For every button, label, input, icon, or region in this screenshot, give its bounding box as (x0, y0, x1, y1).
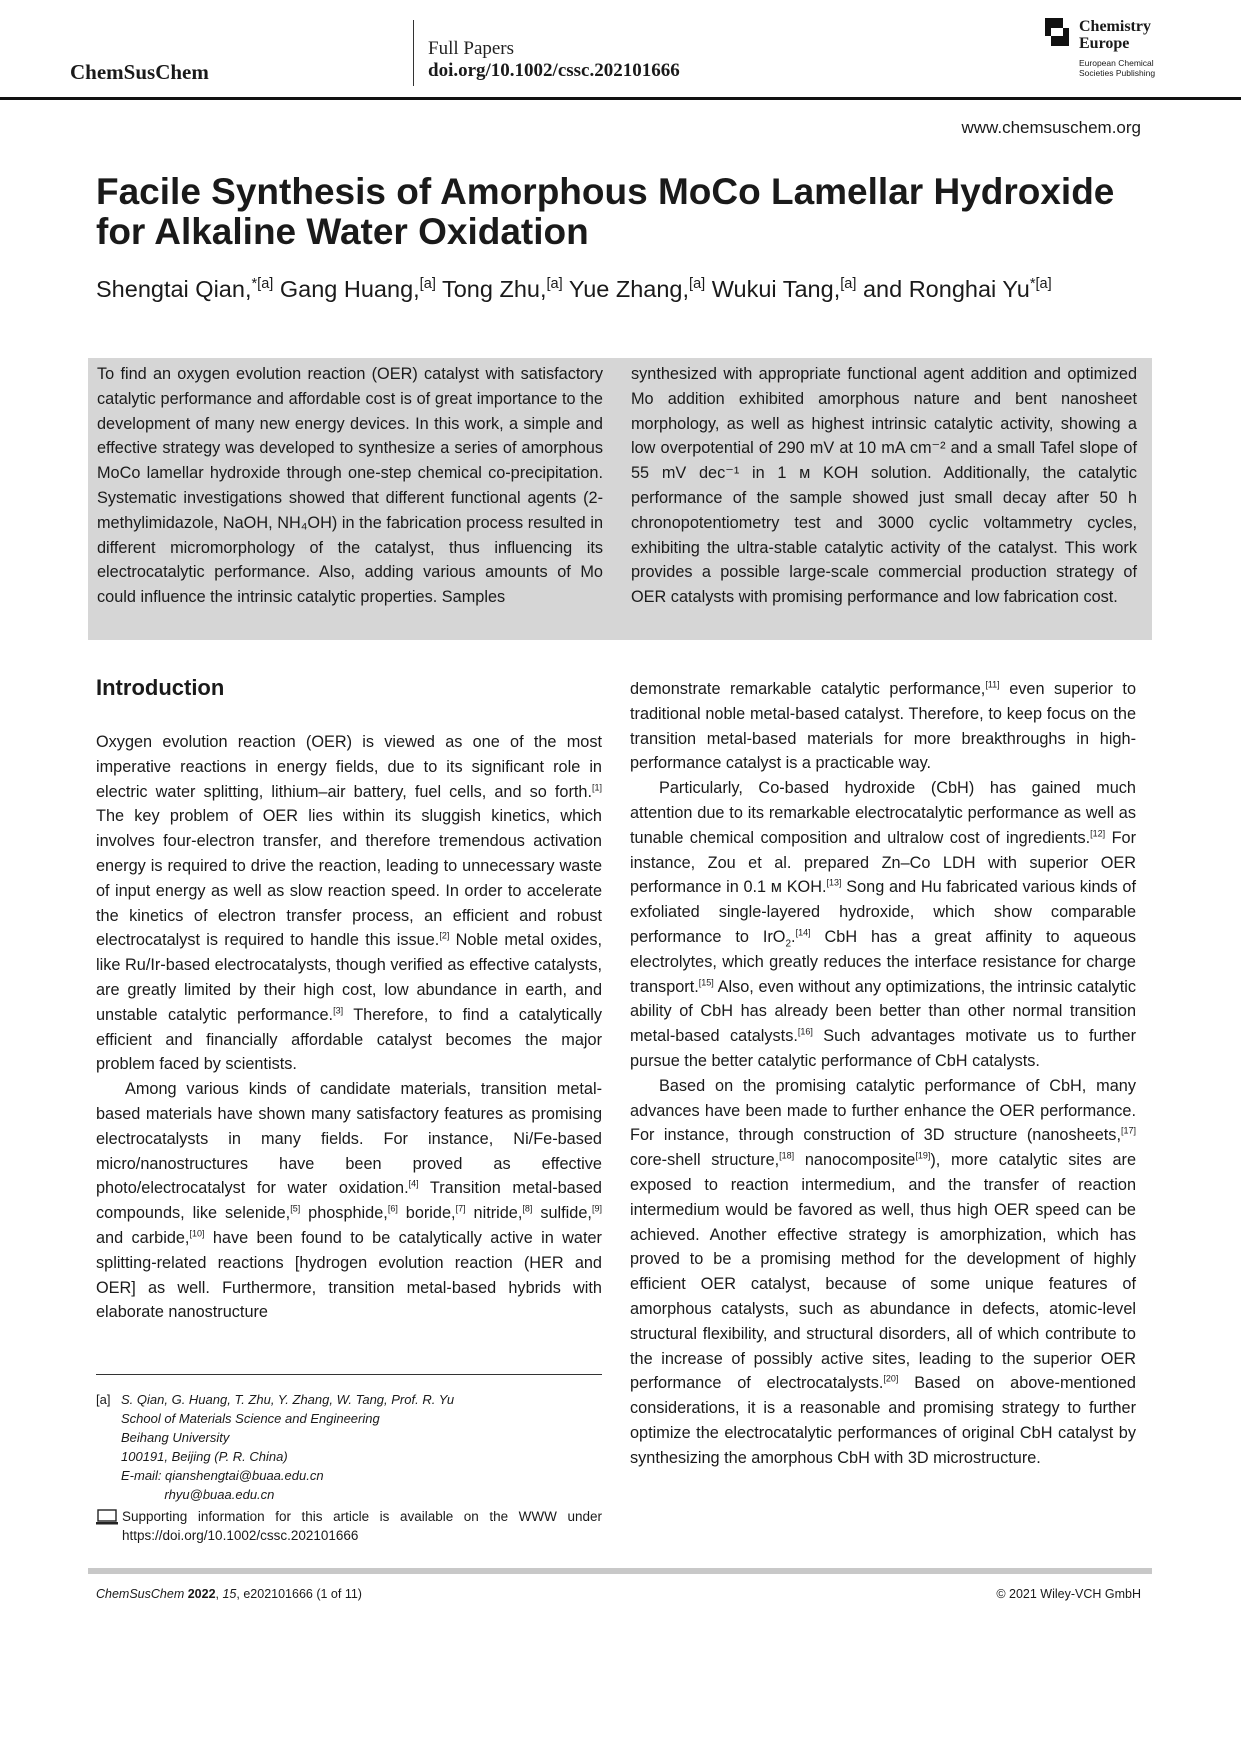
text-run: ), more catalytic sites are exposed to reaction intermedium, and the transfer of reaction intermedium would be favored as well, thus high OER speed can be achieved. Another effective strategy is amorphization, which has proved to be a promising method for the development of highly efficient OER catalyst, because of some unique features of amorphous catalysts, such as abundance in defects, atomic-level structural flexibility, and structural disorders, all of which contribute to the increase of possibly active sites, leading to the superior OER performance of electrocatalysts. (630, 1151, 1137, 1393)
footnote-lines (121, 1390, 454, 1504)
body-paragraph (630, 776, 1136, 1074)
title-line: for Alkaline Water Oxidation (96, 211, 589, 252)
author-name: Gang Huang, (279, 276, 420, 302)
text-run: Such advantages motivate us to further pursue the better catalytic performance of CbH catalysts. (630, 1027, 1136, 1070)
text-run: . (791, 927, 796, 946)
text-run: phosphide, (300, 1204, 388, 1223)
footer-journal: ChemSusChem (96, 1587, 185, 1601)
citation-ref[interactable]: [2] (439, 930, 450, 941)
section-label: Full Papers (428, 38, 515, 59)
citation-ref[interactable]: [4] (408, 1178, 419, 1189)
footnote-marker: [a] (96, 1392, 111, 1407)
text-run: Transition metal-based compounds, like selenide, (96, 1179, 602, 1223)
footnote-line: School of Materials Science and Engineering (121, 1411, 380, 1426)
author (712, 276, 857, 302)
text-run: sulfide, (532, 1204, 592, 1223)
body-column-left (96, 730, 602, 1325)
author-name: Wukui Tang, (711, 276, 841, 302)
author (442, 276, 563, 302)
publisher-name (1079, 18, 1151, 52)
body-paragraph (96, 1077, 602, 1325)
author-name: Shengtai Qian, (96, 276, 252, 302)
journal-website-link[interactable]: www.chemsuschem.org (961, 118, 1141, 137)
author (280, 276, 436, 302)
citation-ref[interactable]: [1] (591, 782, 602, 793)
citation-ref[interactable]: [16] (797, 1026, 813, 1037)
text-run: Song and Hu fabricated various kinds of exfoliated single-layered hydroxide, which show comparable performance to IrO (630, 878, 1137, 946)
text-run: The key problem of OER lies within its sluggish kinetics, which involves four-electron transfer, and therefore tremendous activation energy is required to drive the reaction, leading to unnecessary waste of input energy as well as slow reaction speed. In order to accelerate the kinetics of electron transfer process, an efficient and robust electrocatalyst is required to handle this issue. (96, 807, 602, 950)
body-paragraph (96, 730, 602, 1077)
text-run: Noble metal oxides, like Ru/Ir-based electrocatalysts, though verified as effective catalysts, are greatly limited by their high cost, low abundance in earth, and unstable catalytic performance. (96, 931, 602, 1024)
text-run: have been found to be catalytically active in water splitting-related reactions [hydrogen evolution reaction (HER and OER] as well. Furthermore, transition metal-based hybrids with elaborate nanostructure (96, 1228, 602, 1322)
publisher-subtitle-line: European Chemical (1079, 58, 1154, 68)
text-run: Also, even without any optimizations, the intrinsic catalytic ability of CbH has already been better than other normal transition metal-based catalysts. (630, 977, 1136, 1046)
footer-bar (88, 1568, 1152, 1574)
citation-ref[interactable]: [12] (1090, 828, 1106, 839)
body-paragraph (630, 1074, 1136, 1471)
article-title (96, 172, 1156, 252)
abstract-right-column: synthesized with appropriate functional agent addition and optimized Mo addition exhibited amorphous nature and bent nanosheet morphology, as well as highest intrinsic catalytic activity, showing a low overpotential of 290 mV at 10 mA cm⁻² and a small Tafel slope of 55 mV dec⁻¹ in 1 ᴍ KOH solution. Additionally, the catalytic performance of the sample showed just small decay after 50 h chronopotentiometry test and 3000 cyclic voltammetry cycles, exhibiting the ultra-stable catalytic activity of the catalyst. This work provides a possible large-scale commercial production strategy of OER catalysts with promising performance and low fabrication cost. (631, 365, 1137, 607)
footer-volume: 15 (222, 1587, 237, 1601)
footnote-line: 100191, Beijing (P. R. China) (121, 1449, 288, 1464)
citation-ref[interactable]: [17] (1120, 1125, 1136, 1136)
citation-ref[interactable]: [19] (915, 1150, 931, 1161)
title-line: Facile Synthesis of Amorphous MoCo Lamellar Hydroxide (96, 171, 1115, 212)
author-name: Tong Zhu, (441, 276, 547, 302)
author-name: and Ronghai Yu (862, 276, 1030, 302)
publisher-subtitle (1079, 58, 1155, 78)
text-run: and carbide, (96, 1228, 190, 1247)
body-paragraph (630, 677, 1136, 776)
citation-ref[interactable]: [9] (591, 1203, 602, 1214)
text-run: For instance, Zou et al. prepared Zn–Co LDH with superior OER performance in 0.1 ᴍ KOH. (630, 828, 1137, 897)
citation-ref[interactable]: [13] (826, 877, 842, 888)
citation-ref[interactable]: [7] (455, 1203, 466, 1214)
header-rule (0, 97, 1241, 100)
publisher-name-line: Chemistry (1079, 18, 1151, 35)
doi-link[interactable]: doi.org/10.1002/cssc.202101666 (428, 60, 680, 81)
text-run: demonstrate remarkable catalytic performance, (630, 680, 986, 698)
footer-year: 2022 (187, 1587, 216, 1601)
text-run: Based on the promising catalytic performance of CbH, many advances have been made to further enhance the OER performance. For instance, through construction of 3D structure (nanosheets, (630, 1076, 1136, 1145)
computer-icon (96, 1509, 118, 1525)
body-column-right (630, 677, 1136, 1471)
citation-ref[interactable]: [18] (779, 1150, 795, 1161)
citation-footer (96, 1587, 362, 1601)
footnote-line[interactable]: rhyu@buaa.edu.cn (121, 1487, 275, 1502)
citation-ref[interactable]: [5] (290, 1203, 301, 1214)
text-run: Particularly, Co-based hydroxide (CbH) has gained much attention due to its remarkable electrocatalytic performance as well as tunable chemical composition and ultralow cost of ingredients. (630, 779, 1136, 847)
author-list (96, 276, 1052, 303)
author-affiliation-mark: [a] (840, 276, 857, 293)
footnote-line[interactable]: E-mail: qianshengtai@buaa.edu.cn (121, 1468, 324, 1483)
author (96, 276, 273, 302)
citation-ref[interactable]: [14] (795, 927, 811, 938)
text-run: even superior to traditional noble metal-based catalyst. Therefore, to keep focus on the transition metal-based materials for more breakthroughs in high-performance catalyst is a practicable way. (630, 680, 1136, 773)
author-affiliation-mark: *[a] (251, 276, 274, 293)
citation-ref[interactable]: [8] (522, 1203, 533, 1214)
author-affiliation-mark: [a] (546, 276, 563, 293)
section-heading-introduction: Introduction (96, 675, 225, 700)
author (863, 276, 1052, 302)
subscript: 2 (785, 938, 792, 950)
text-run: Oxygen evolution reaction (OER) is viewed as one of the most imperative reactions in energy fields, due to its significant role in electric water splitting, lithium–air battery, fuel cells, and so forth. (96, 733, 602, 801)
text-run: boride, (397, 1204, 456, 1223)
citation-ref[interactable]: [15] (698, 977, 714, 988)
text-run: nitride, (465, 1204, 523, 1223)
citation-ref[interactable]: [6] (387, 1203, 398, 1214)
author-affiliation-mark: [a] (419, 276, 436, 293)
text-run: CbH has a great affinity to aqueous electrolytes, which greatly reduces the interface resistance for charge transport. (630, 927, 1136, 996)
publisher-subtitle-line: Societies Publishing (1079, 68, 1156, 78)
footnote-line: Beihang University (121, 1430, 230, 1445)
author-name: Yue Zhang, (568, 276, 690, 302)
journal-name: ChemSusChem (70, 60, 209, 84)
header-divider (413, 20, 414, 86)
footer-separator: , (215, 1587, 223, 1601)
text-run: Therefore, to find a catalytically efficient and financially affordable catalyst becomes the major problem faced by scientists. (96, 1005, 602, 1074)
text-run: Based on above-mentioned considerations, it is a reasonable and promising strategy to further optimize the electrocatalytic performances of original CbH catalyst by synthesizing the amorphous CbH with 3D microstructure. (630, 1374, 1136, 1467)
footnote-line: S. Qian, G. Huang, T. Zhu, Y. Zhang, W. Tang, Prof. R. Yu (121, 1392, 455, 1407)
text-run: core-shell structure, (630, 1151, 780, 1170)
author-affiliation-mark: *[a] (1029, 276, 1052, 293)
text-run: nanocomposite (794, 1151, 916, 1170)
citation-ref[interactable]: [10] (189, 1228, 205, 1239)
citation-ref[interactable]: [3] (333, 1005, 344, 1016)
abstract-box (88, 358, 1152, 640)
footer-article: , e202101666 (1 of 11) (236, 1587, 362, 1601)
copyright-notice: © 2021 Wiley-VCH GmbH (996, 1587, 1141, 1601)
publisher-name-line: Europe (1079, 35, 1130, 52)
supporting-info-text[interactable]: Supporting information for this article is available on the WWW under https://doi.org/10.1002/cssc.202101666 (122, 1509, 602, 1543)
author-affiliation-mark: [a] (689, 276, 706, 293)
text-run: Among various kinds of candidate materials, transition metal-based materials have shown many satisfactory features as promising electrocatalysts in many fields. For instance, Ni/Fe-based micro/nanostructures have been proved as effective photo/electrocatalyst for water oxidation. (96, 1080, 602, 1198)
footnote-rule (96, 1374, 602, 1375)
publisher-logo (1045, 18, 1175, 88)
citation-ref[interactable]: [11] (985, 679, 1000, 690)
citation-ref[interactable]: [20] (883, 1373, 899, 1384)
author (569, 276, 705, 302)
publisher-mark-icon (1045, 18, 1073, 48)
abstract-left-column: To find an oxygen evolution reaction (OER) catalyst with satisfactory catalytic performance and affordable cost is of great importance to the development of many new energy devices. In this work, a simple and effective strategy was developed to synthesize a series of amorphous MoCo lamellar hydroxide through one-step chemical co-precipitation. Systematic investigations showed that different functional agents (2-methylimidazole, NaOH, NH₄OH) in the fabrication process resulted in different micromorphology of the catalyst, thus influencing its electrocatalytic performance. Also, adding various amounts of Mo could influence the intrinsic catalytic properties. Samples (97, 365, 603, 607)
